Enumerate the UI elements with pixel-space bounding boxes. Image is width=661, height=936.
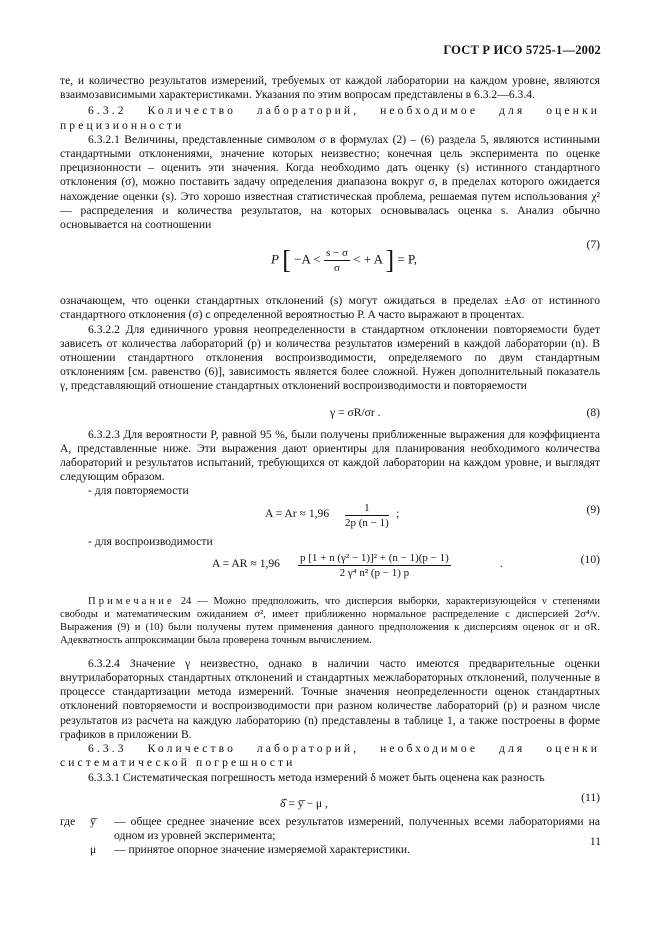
eq9-fraction: $\frac{1}{2p (n - 1)}$ [345, 501, 389, 529]
eq10-tail: . [500, 556, 503, 570]
eq7-inner-pre: −A < [294, 251, 321, 267]
definition-symbol: ȳ̄ [90, 814, 96, 828]
eq8-expression: γ = σR/σr . [330, 405, 381, 419]
paragraph-6-3-2-3: 6.3.2.3 Для вероятности P, равной 95 %, были получены приближенные выражения для коэффициента A, представленные ниже. Эти выражения дают ориентиры для планирования необходимого количества лабораторий и результатов испытаний, требующихся от каждой лаборатории на каждом уровне, и выглядят следующим образом. [60, 427, 600, 484]
formula-8 [60, 394, 600, 422]
formula-10 [60, 549, 600, 585]
list-item-reproducibility: - для воспроизводимости [88, 534, 213, 548]
page-number: 11 [589, 836, 601, 848]
formula-7: P [ −A < $\frac{s - \sigma}{\sigma}$ < + A ] = P, (7) [271, 238, 600, 275]
definition-text: — принятое опорное значение измеряемой характеристики. [114, 843, 411, 857]
eq7-right: = P, [397, 251, 418, 267]
definition-row [60, 843, 600, 857]
section-heading-6-3-2: 6.3.2 Количество лабораторий, необходимое для оценки прецизионности [60, 104, 600, 132]
list-item-repeatability: - для повторяемости [88, 484, 189, 498]
eq10-number: (10) [580, 552, 600, 566]
definitions-list [60, 815, 600, 858]
formula-9 [60, 499, 600, 535]
eq10-lhs: A = AR ≈ 1,96 [212, 556, 280, 570]
definition-text: — общее среднее значение всех результатов измерений, полученных всеми лабораториями на одном из уровней эксперимента; [114, 814, 600, 842]
paragraph-6-3-2-1: 6.3.2.1 Величины, представленные символом σ в формулах (2) – (6) раздела 5, являются истинными стандартными отклонениями, значение которых неизвестно; конечная цель эксперимента по оценке прецизионности – оценить эти значения. Когда необходимо дать оценку (s) истинного стандартного отклонения (σ), можно поставить задачу определения диапазона вокруг σ, в пределах которого ожидается нахождение оценки (s). Это хорошо известная статистическая проблема, решаемая путем использования χ² — распределения и количества результатов, на которых основывалась оценка s. Анализ обычно основывается на соотношении [60, 132, 600, 232]
note-text: 24 — Можно предположить, что дисперсия выборки, характеризующейся ν степенями свободы и математическим ожиданием σ², имеет приближенно нормальное распределение с дисперсией 2σ⁴/ν. Выражения (9) и (10) были получены путем применения данного предположения к дисперсиям оценок σr и σR. Адекватность аппроксимации была проверена точным вычислением. [60, 595, 600, 646]
eq9-tail: ; [396, 506, 400, 520]
page-body [60, 40, 600, 857]
section-heading-6-3-3: 6.3.3 Количество лабораторий, необходимое для оценки систематической погрешности [60, 742, 600, 770]
paragraph-continuation: те, и количество результатов измерений, требуемых от каждой лаборатории на каждом уровне, являются взаимозависимыми характеристиками. Указания по этим вопросам представлены в 6.3.2—6.3.4. [60, 74, 600, 102]
definition-row [60, 815, 600, 843]
eq7-left: P [271, 251, 279, 267]
paragraph-6-3-2-4: 6.3.2.4 Значение γ неизвестно, однако в наличии часто имеются предварительные оценки внутрилабораторных стандартных отклонений и стандартных межлабораторных отклонений, полученные в процессе стандартизации метода измерений. Точные значения неопределенности оценок стандартных отклонений повторяемости и воспроизводимости при разном количестве лабораторий (p) и разном числе результатов из расчета на каждую лабораторию (n) представлены в таблице 1, а также построены в форме графиков в приложении В. [60, 656, 600, 741]
paragraph-6-3-3-1: 6.3.3.1 Систематическая погрешность метода измерений δ может быть оценена как разность [88, 770, 545, 784]
eq11-number: (11) [581, 790, 600, 804]
eq9-number: (9) [586, 502, 600, 516]
eq8-number: (8) [586, 405, 600, 419]
eq10-fraction: $\frac{\text{p [1 + n (γ² − 1)]² + (n − 1)(p − 1)}}{\text{2 γ⁴ n² (p − 1) p}}$ [300, 551, 449, 580]
eq7-fraction: $\frac{s - \sigma}{\sigma}$ [325, 247, 348, 275]
formula-11 [60, 785, 600, 815]
paragraph-after-7: означающем, что оценки стандартных отклонений (s) могут ожидаться в пределах ±Aσ от истинного стандартного отклонения (σ) с определенной вероятностью P. A часто выражают в процентах. [60, 294, 600, 322]
eq7-number: (7) [586, 238, 600, 252]
eq7-inner-post: < + A [353, 251, 383, 267]
document-header: ГОСТ Р ИСО 5725-1—2002 [443, 43, 601, 57]
definition-symbol: μ [90, 843, 97, 857]
where-label: где [60, 814, 76, 828]
paragraph-6-3-2-2: 6.3.2.2 Для единичного уровня неопределенности в стандартном отклонении повторяемости будет зависеть от количества лабораторий (p) и количества результатов измерений в каждой лаборатории (n). В отношении стандартного отклонения воспроизводимости, определяемого по двум стандартным отклонениям [см. равенство (6)], зависимость является более сложной. Нужен дополнительный показатель γ, представляющий отношение стандартных отклонений воспроизводимости и повторяемости [60, 322, 600, 393]
eq11-expression: δ̂ = ȳ̄ − μ , [280, 796, 328, 810]
eq9-lhs: A = Ar ≈ 1,96 [265, 506, 330, 520]
note-24 [60, 595, 600, 647]
note-label: Примечание [88, 595, 175, 607]
